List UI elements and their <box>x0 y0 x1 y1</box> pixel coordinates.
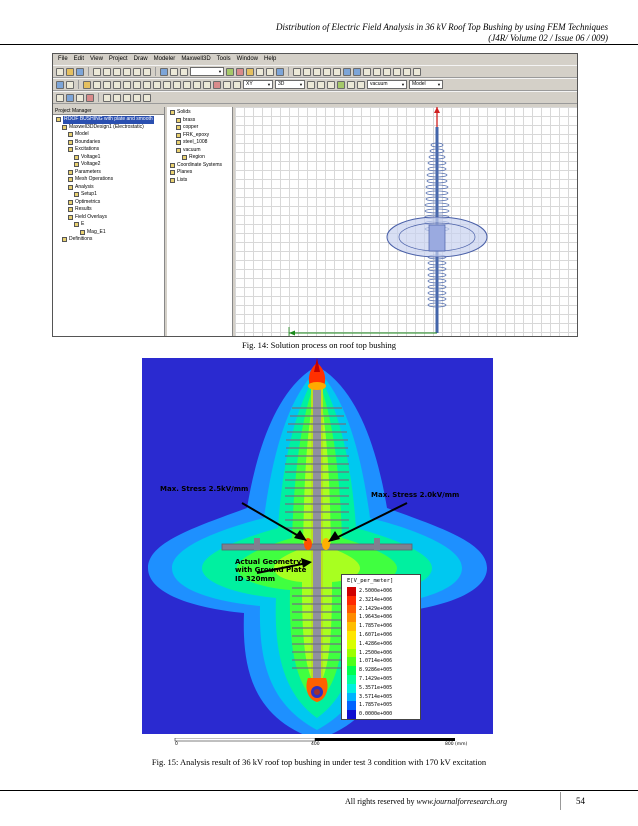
unite-icon[interactable] <box>343 68 351 76</box>
history-tree <box>167 107 232 184</box>
project-manager-panel <box>53 107 165 337</box>
history-tree-item[interactable] <box>167 147 232 155</box>
tree-node-icon <box>182 155 187 160</box>
draw-line-icon[interactable] <box>93 81 101 89</box>
legend-value: 2.1429e+006 <box>359 605 393 612</box>
field-legend <box>341 574 421 720</box>
draw-box-icon[interactable] <box>133 81 141 89</box>
tree-node-icon <box>68 147 73 152</box>
draw-cone-icon[interactable] <box>143 81 151 89</box>
legend-swatch <box>347 649 356 658</box>
bushing-model-drawing <box>235 107 578 337</box>
tree-node-icon <box>68 140 73 145</box>
draw-torus-icon[interactable] <box>163 81 171 89</box>
scale-icon[interactable] <box>143 94 151 102</box>
line-icon[interactable] <box>383 68 391 76</box>
measure-icon[interactable] <box>327 81 335 89</box>
legend-swatch <box>347 701 356 710</box>
menu-draw[interactable]: Draw <box>133 56 148 62</box>
legend-value: 8.9286e+005 <box>359 667 393 674</box>
project-tree-item-label: Setup1 <box>81 191 97 197</box>
field-plot-drawing <box>142 358 493 749</box>
legend-swatch <box>347 622 356 631</box>
legend-value: 1.4286e+006 <box>359 640 393 647</box>
intersect-icon[interactable] <box>363 68 371 76</box>
legend-swatch <box>347 710 356 719</box>
legend-swatch <box>347 693 356 702</box>
project-tree-item-label: Field Overlays <box>75 213 107 220</box>
project-tree-item-label: Results <box>75 206 92 212</box>
tree-node-icon <box>170 110 175 115</box>
fit-all-icon[interactable] <box>256 68 264 76</box>
face-cs-icon[interactable] <box>233 81 241 89</box>
toolbar-2 <box>53 78 577 91</box>
project-tree-item[interactable] <box>53 154 164 162</box>
tree-node-icon <box>68 215 73 220</box>
print-icon[interactable] <box>123 68 131 76</box>
project-icon[interactable] <box>56 81 64 89</box>
toolbar-3 <box>53 91 577 104</box>
tree-node-icon <box>62 237 67 242</box>
project-tree-item-label: ROOF BUSHING with plate and smooth <box>64 116 153 122</box>
history-tree-item-label: brass <box>183 116 196 123</box>
project-tree-item[interactable] <box>53 169 164 177</box>
cylinder-icon[interactable] <box>303 68 311 76</box>
geometry-label-line-2: with Ground Plate <box>235 566 307 574</box>
new-file-icon[interactable] <box>56 68 64 76</box>
validate-icon[interactable] <box>226 68 234 76</box>
running-title: Distribution of Electric Field Analysis in 36 kV Roof Top Bushing by using FEM Techniques <box>276 22 608 32</box>
toolbar-separator <box>155 67 156 76</box>
project-manager-title: Project Manager <box>53 107 164 115</box>
draw-bondwire-icon[interactable] <box>203 81 211 89</box>
results-icon[interactable] <box>246 68 254 76</box>
legend-value: 1.2500e+006 <box>359 649 393 656</box>
tree-node-icon <box>176 148 181 153</box>
draw-polyline-icon[interactable] <box>103 81 111 89</box>
tree-node-icon <box>176 140 181 145</box>
legend-swatch <box>347 631 356 640</box>
history-tree-item[interactable] <box>167 162 232 170</box>
project-tree-item-label: Model <box>75 131 89 137</box>
project-tree-item[interactable] <box>53 184 164 192</box>
scale-end-label: 800 (mm) <box>445 742 468 747</box>
copy-icon[interactable] <box>103 68 111 76</box>
draw-polyhedron-icon[interactable] <box>173 81 181 89</box>
boundary-icon[interactable] <box>86 94 94 102</box>
duplicate-icon[interactable] <box>133 94 141 102</box>
box-icon[interactable] <box>293 68 301 76</box>
tree-node-icon <box>176 133 181 138</box>
issue-info: (J4R/ Volume 02 / Issue 06 / 009) <box>488 33 608 43</box>
relative-cs-icon[interactable] <box>223 81 231 89</box>
tree-node-icon <box>176 125 181 130</box>
tree-node-icon <box>68 185 73 190</box>
tree-node-icon <box>68 177 73 182</box>
history-tree-item[interactable] <box>167 154 232 162</box>
toolbar-separator <box>78 80 79 89</box>
history-tree-item[interactable] <box>167 169 232 177</box>
grid-icon[interactable] <box>307 81 315 89</box>
tree-node-icon <box>62 125 67 130</box>
pan-icon[interactable] <box>170 68 178 76</box>
journal-site: www.journalforresearch.org <box>416 797 508 806</box>
light-icon[interactable] <box>83 81 91 89</box>
tree-node-icon <box>74 162 79 167</box>
legend-value: 5.3571e+005 <box>359 684 393 691</box>
history-tree-item[interactable] <box>167 109 232 117</box>
tree-node-icon <box>68 170 73 175</box>
helix-icon[interactable] <box>333 68 341 76</box>
split-icon[interactable] <box>373 68 381 76</box>
tree-node-icon <box>170 178 175 183</box>
torus-icon[interactable] <box>323 68 331 76</box>
legend-value: 1.6071e+006 <box>359 632 393 638</box>
menu-tools[interactable]: Tools <box>216 56 231 62</box>
project-tree-item-label: Parameters <box>75 168 101 175</box>
view-icon[interactable] <box>276 68 284 76</box>
open-folder-icon[interactable] <box>66 68 74 76</box>
field-plot <box>142 358 493 749</box>
history-tree-item-label: FRK_epoxy <box>183 131 210 138</box>
project-tree-item[interactable] <box>53 214 164 222</box>
legend-title: E[V_per_meter] <box>347 578 394 584</box>
insert-design-icon[interactable] <box>66 81 74 89</box>
rotate-object-icon[interactable] <box>113 94 121 102</box>
legend-swatch <box>347 666 356 675</box>
menu-edit[interactable]: Edit <box>73 56 85 62</box>
header-rule <box>0 44 638 45</box>
legend-swatch <box>347 605 356 614</box>
project-tree-item-label: Voltage1 <box>81 153 101 160</box>
mesh-icon[interactable] <box>66 94 74 102</box>
tree-node-icon <box>68 132 73 137</box>
history-tree-item[interactable] <box>167 132 232 140</box>
toolbar-1 <box>53 65 577 78</box>
sphere-icon[interactable] <box>313 68 321 76</box>
history-tree-item-label: steel_1008 <box>183 139 208 145</box>
project-tree-item-label: Optimetrics <box>75 198 101 205</box>
rotate-icon[interactable] <box>180 68 188 76</box>
project-tree-item[interactable] <box>53 221 164 229</box>
mode-combo[interactable]: Model ▼ <box>409 80 443 89</box>
analyze-icon[interactable] <box>236 68 244 76</box>
menu-view[interactable]: View <box>90 56 103 62</box>
project-tree-item-label: Excitations <box>75 146 100 152</box>
scale-bar <box>145 738 490 748</box>
plane-combo[interactable]: XY ▼ <box>243 80 273 89</box>
project-tree-item[interactable] <box>53 139 164 147</box>
tree-node-icon <box>170 170 175 175</box>
history-tree-item-label: Coordinate Systems <box>177 161 223 168</box>
scale-start-label: 0 <box>175 742 178 747</box>
legend-swatch <box>347 587 356 596</box>
history-tree-item-label: Planes <box>177 169 193 175</box>
history-tree-item-label: Lists <box>177 176 188 183</box>
draw-spiral-icon[interactable] <box>193 81 201 89</box>
legend-value: 1.9643e+006 <box>359 614 393 621</box>
rights-prefix: All rights reserved by <box>345 797 417 806</box>
undo-icon[interactable] <box>133 68 141 76</box>
menu-modeler[interactable]: Modeler <box>153 56 176 62</box>
menu-window[interactable]: Window <box>236 56 259 62</box>
selection-combo[interactable] <box>190 67 224 76</box>
material-combo[interactable]: vacuum ▼ <box>367 80 407 89</box>
project-tree-item-label: E <box>81 221 85 227</box>
history-tree-item[interactable] <box>167 139 232 147</box>
toolbar-separator <box>288 67 289 76</box>
menu-maxwell3d[interactable]: Maxwell3D <box>181 56 211 62</box>
analysis-setup-icon[interactable] <box>56 94 64 102</box>
project-tree-item[interactable] <box>53 146 164 154</box>
figure-15-caption: Fig. 15: Analysis result of 36 kV roof top bushing in under test 3 condition with 170 kV excitation <box>151 757 487 767</box>
legend-value: 2.3214e+006 <box>359 596 393 603</box>
figure-14-caption: Fig. 14: Solution process on roof top bushing <box>242 340 396 350</box>
project-tree-item[interactable] <box>53 229 164 237</box>
dimension-combo[interactable]: 3D ▼ <box>275 80 305 89</box>
move-icon[interactable] <box>103 94 111 102</box>
project-tree-item[interactable] <box>53 161 164 169</box>
history-tree-item-label: Solids <box>177 109 191 115</box>
history-tree-item[interactable] <box>167 124 232 132</box>
tree-node-icon <box>80 230 85 235</box>
project-tree-item-label: Definitions <box>69 236 93 242</box>
toolbar-separator <box>98 93 99 102</box>
legend-swatch <box>347 675 356 684</box>
paste-icon[interactable] <box>113 68 121 76</box>
arc-icon[interactable] <box>393 68 401 76</box>
mirror-icon[interactable] <box>123 94 131 102</box>
draw-helix-icon[interactable] <box>183 81 191 89</box>
history-tree-item[interactable] <box>167 177 232 185</box>
history-tree-panel <box>167 107 233 337</box>
project-tree-item[interactable] <box>53 131 164 139</box>
project-tree-item[interactable] <box>53 199 164 207</box>
solve-icon[interactable] <box>76 94 84 102</box>
rectangle-icon[interactable] <box>413 68 421 76</box>
subtract-icon[interactable] <box>353 68 361 76</box>
select-icon[interactable] <box>160 68 168 76</box>
geometry-label-line-3: ID 320mm <box>235 575 276 583</box>
max-stress-right-label: Max. Stress 2.0kV/mm <box>371 491 460 499</box>
page-number: 54 <box>560 792 600 810</box>
tree-node-icon <box>74 222 79 227</box>
project-tree-item-label: Mesh Operations <box>75 176 114 182</box>
modeler-viewport[interactable] <box>235 107 578 337</box>
menu-help[interactable]: Help <box>264 56 277 62</box>
material-icon[interactable] <box>337 81 345 89</box>
legend-swatch <box>347 613 356 622</box>
history-tree-item-label: vacuum <box>183 146 201 153</box>
cut-icon[interactable] <box>93 68 101 76</box>
save-icon[interactable] <box>76 68 84 76</box>
legend-value: 1.7857e+006 <box>359 623 393 630</box>
maxwell-screenshot <box>52 53 578 337</box>
history-tree-item-label: Region <box>189 154 205 160</box>
tree-node-icon <box>74 192 79 197</box>
history-tree-item-label: copper <box>183 124 199 130</box>
project-tree-item[interactable] <box>53 206 164 214</box>
draw-region-icon[interactable] <box>213 81 221 89</box>
scale-mid-label: 400 <box>311 742 320 747</box>
max-stress-left-label: Max. Stress 2.5kV/mm <box>160 485 249 493</box>
tree-node-icon <box>74 155 79 160</box>
tree-node-icon <box>170 163 175 168</box>
project-tree-item[interactable] <box>53 124 164 132</box>
project-tree <box>53 115 164 244</box>
tree-node-icon <box>68 207 73 212</box>
menu-bar <box>53 54 577 65</box>
menu-project[interactable]: Project <box>108 56 128 62</box>
tree-node-icon <box>56 117 61 122</box>
draw-circle-icon[interactable] <box>113 81 121 89</box>
legend-value: 0.0000e+000 <box>359 711 393 718</box>
legend-value: 2.5000e+006 <box>359 588 393 594</box>
history-tree-item[interactable] <box>167 117 232 125</box>
toolbar-separator <box>88 67 89 76</box>
legend-swatch <box>347 596 356 605</box>
zoom-icon[interactable] <box>266 68 274 76</box>
project-tree-item[interactable] <box>53 116 164 124</box>
project-tree-item-label: Mag_E1 <box>87 228 106 235</box>
legend-swatch <box>347 684 356 693</box>
transparency-icon[interactable] <box>357 81 365 89</box>
redo-icon[interactable] <box>143 68 151 76</box>
geometry-label-line-1: Actual Geometry <box>235 558 302 566</box>
project-tree-item[interactable] <box>53 236 164 244</box>
legend-value: 1.7857e+005 <box>359 702 393 709</box>
color-icon[interactable] <box>347 81 355 89</box>
legend-value: 1.0714e+006 <box>359 658 393 665</box>
legend-swatch <box>347 657 356 666</box>
draw-sphere-icon[interactable] <box>153 81 161 89</box>
project-tree-item[interactable] <box>53 191 164 199</box>
tree-node-icon <box>176 118 181 123</box>
menu-file[interactable]: File <box>58 56 68 62</box>
project-tree-item-label: Voltage2 <box>81 161 101 167</box>
legend-value: 3.5714e+005 <box>359 693 393 700</box>
tree-node-icon <box>68 200 73 205</box>
project-tree-item[interactable] <box>53 176 164 184</box>
spline-icon[interactable] <box>403 68 411 76</box>
draw-ellipse-icon[interactable] <box>123 81 131 89</box>
project-tree-item-label: Maxwell3DDesign1 (Electrostatic) <box>69 123 144 130</box>
footer-rights <box>345 797 507 806</box>
project-tree-item-label: Analysis <box>75 183 94 190</box>
legend-value: 7.1429e+005 <box>359 676 393 682</box>
footer-rule <box>0 790 638 791</box>
project-tree-item-label: Boundaries <box>75 138 101 145</box>
legend-swatch <box>347 640 356 649</box>
snap-icon[interactable] <box>317 81 325 89</box>
